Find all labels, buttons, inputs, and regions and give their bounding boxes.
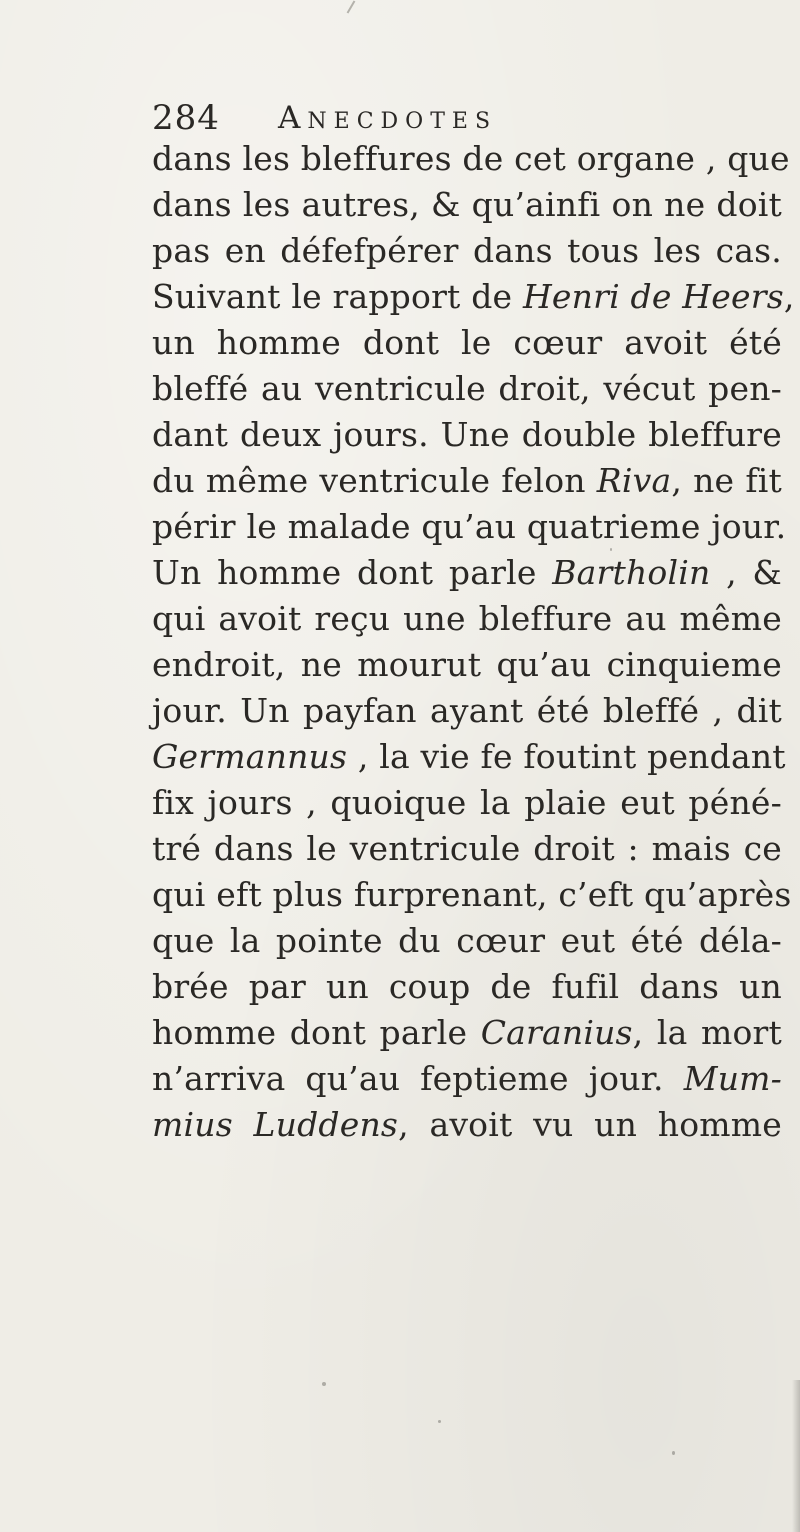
italic-name: Mum- xyxy=(683,1059,782,1098)
text-line: un homme dont le cœur avoit été xyxy=(152,323,782,362)
page-edge-shadow xyxy=(792,1380,800,1532)
text-line: bleffé au ventricule droit, vécut pen- xyxy=(152,369,782,408)
text-line: endroit, ne mourut qu’au cinquieme xyxy=(152,645,782,684)
text-line: n’arriva qu’au feptieme jour. Mum- xyxy=(152,1059,782,1098)
text-line: Un homme dont parle Bartholin , & xyxy=(152,553,782,592)
text-line: périr le malade qu’au quatrieme jour. xyxy=(152,507,787,546)
italic-name: Riva xyxy=(596,461,672,500)
paper-speck xyxy=(672,1451,675,1455)
text-line: tré dans le ventricule droit : mais ce xyxy=(152,829,782,868)
paper-speck xyxy=(438,1420,441,1423)
text-line: brée par un coup de fufil dans un xyxy=(152,967,782,1006)
text-line: fix jours , quoique la plaie eut péné- xyxy=(152,783,782,822)
page-number: 284 xyxy=(152,98,220,138)
text-line: Germannus , la vie fe foutint pendant xyxy=(152,737,786,776)
text-line: qui avoit reçu une bleffure au même xyxy=(152,599,782,638)
text-line: dant deux jours. Une double bleffure xyxy=(152,415,782,454)
text-line: homme dont parle Caranius, la mort xyxy=(152,1013,782,1052)
text-line: pas en défefpérer dans tous les cas. xyxy=(152,231,782,270)
text-line: dans les autres, & qu’ainfi on ne doit xyxy=(152,185,782,224)
italic-name: Germannus xyxy=(152,737,348,776)
italic-name: Bartholin xyxy=(552,553,711,592)
italic-name: Caranius xyxy=(480,1013,633,1052)
running-title: Anecdotes xyxy=(278,100,498,136)
text-line: Suivant le rapport de Henri de Heers, xyxy=(152,277,795,316)
page-header xyxy=(152,98,672,138)
body-text xyxy=(152,136,795,1148)
italic-name: Henri de Heers xyxy=(522,277,784,316)
text-line: mius Luddens, avoit vu un homme xyxy=(152,1105,783,1144)
paper-speck xyxy=(322,1382,326,1386)
text-line: que la pointe du cœur eut été déla- xyxy=(152,921,782,960)
paper-speck xyxy=(610,548,612,551)
text-line: qui eft plus furprenant, c’eft qu’après xyxy=(152,875,792,914)
italic-name: mius Luddens xyxy=(152,1105,399,1144)
margin-mark xyxy=(347,0,356,13)
text-line: du même ventricule felon Riva, ne fit xyxy=(152,461,782,500)
text-line: jour. Un payfan ayant été bleffé , dit xyxy=(152,691,782,730)
text-line: dans les bleffures de cet organe , que xyxy=(152,139,790,178)
